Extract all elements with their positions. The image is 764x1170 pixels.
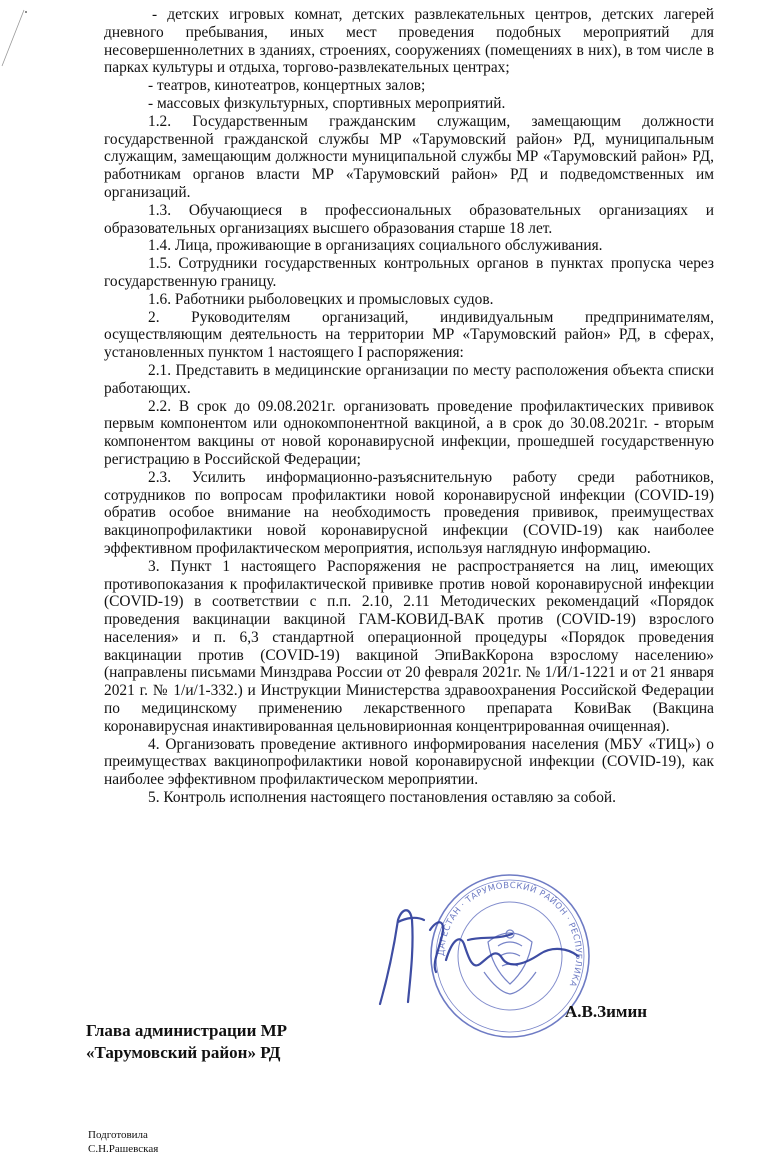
paragraph: - массовых физкультурных, спортивных мероприятий. xyxy=(148,94,506,112)
paragraph: 5. Контроль исполнения настоящего постановления оставляю за собой. xyxy=(148,789,616,807)
signatory-title-line: Глава администрации МР xyxy=(86,1021,288,1040)
paragraph: - детских игровых комнат, детских развлекательных центров, детских лагерей дневного пребывания, иных мест проведения подобных мероприятий для несовершеннолетних в зданиях, строениях, сооружениях (помещениях в них), в том числе в парках культуры и отдыха, торгово-развлекательных центрах; xyxy=(104,6,714,77)
paragraph: 1.4. Лица, проживающие в организациях социального обслуживания. xyxy=(148,237,603,255)
paragraph: 3. Пункт 1 настоящего Распоряжения не распространяется на лиц, имеющих противопоказания к профилактической прививке против новой коронавирусной инфекции (COVID-19) в соответствии с п.п. 2.10, 2.11 Методических рекомендаций «Порядок проведения вакцинации вакциной ГАМ-КОВИД-ВАК против (COVID-19) взрослого населения» и п. 6,3 стандартной операционной процедуры «Порядок проведения вакцинации против (COVID-19) вакциной ЭпиВакКорона взрослому населению» (направлены письмами Минздрава России от 20 февраля 2021г. № 1/И/1-1221 и от 21 января 2021 г. № 1/и/1-332.) и Инструкции Министерства здравоохранения Российской Федерации по медицинскому применению лекарственного препарата КовиВак (Вакцина коронавирусная инактивированная цельновирионная концентрированная очищенная). xyxy=(104,557,714,735)
signatory-title-line: «Тарумовский район» РД xyxy=(86,1043,281,1062)
prepared-by-footer xyxy=(88,1128,158,1156)
paragraph: 2. Руководителям организаций, индивидуальным предпринимателям, осуществляющим деятельность на территории МР «Тарумовский район» РД, в сферах, установленных пунктом 1 настоящего I распоряжения: xyxy=(104,308,714,362)
document-body xyxy=(104,6,714,807)
paragraph: 1.3. Обучающиеся в профессиональных образовательных организациях и образовательных организациях высшего образования старше 18 лет. xyxy=(104,201,714,237)
paragraph: 1.2. Государственным гражданским служащим, замещающим должности государственной гражданской службы МР «Тарумовский район» РД, муниципальным служащим, замещающим должности муниципальной службы МР «Тарумовский район» РД, работникам органов власти МР «Тарумовский район» РД и подведомственных им организаций. xyxy=(104,112,714,201)
paragraph: 1.5. Сотрудники государственных контрольных органов в пунктах пропуска через государственную границу. xyxy=(104,255,714,290)
paragraph: - театров, кинотеатров, концертных залов; xyxy=(148,77,426,95)
paragraph: 2.2. В срок до 09.08.2021г. организовать проведение профилактических прививок первым компонентом или однокомпонентной вакциной, а в срок до 30.08.2021г. - вторым компонентом вакцины от новой коронавирусной инфекции, прошедшей государственную регистрацию в Российской Федерации; xyxy=(104,397,714,468)
paragraph: 2.1. Представить в медицинские организации по месту расположения объекта списки работающих. xyxy=(104,361,714,397)
signatory-name: А.В.Зимин xyxy=(565,1002,648,1021)
seal-text: ДАГЕСТАН · ТАРУМОВСКИЙ РАЙОН · РЕСПУБЛИКА xyxy=(436,880,584,989)
footer-author: С.Н.Рашевская xyxy=(88,1143,159,1155)
footer-label: Подготовила xyxy=(88,1129,148,1141)
signatory-title xyxy=(86,1020,287,1064)
paragraph: 4. Организовать проведение активного информирования населения (МБУ «ТИЦ») о преимуществах вакцинопрофилактики новой коронавирусной инфекции (COVID-19), как наиболее эффективном профилактическом мероприятии. xyxy=(104,735,714,789)
handwritten-signature xyxy=(372,900,582,1020)
paragraph: 1.6. Работники рыболовецких и промысловых судов. xyxy=(148,290,494,308)
corner-scan-mark xyxy=(0,8,30,68)
paragraph: 2.3. Усилить информационно-разъяснительную работу среди работников, сотрудников по вопросам профилактики новой коронавирусной инфекции (COVID-19) обратив особое внимание на необходимость проведения прививок, преимуществах вакцинопрофилактики новой коронавирусной инфекции (COVID-19) как наиболее эффективном профилактическом мероприятия, используя наглядную информацию. xyxy=(104,468,714,557)
